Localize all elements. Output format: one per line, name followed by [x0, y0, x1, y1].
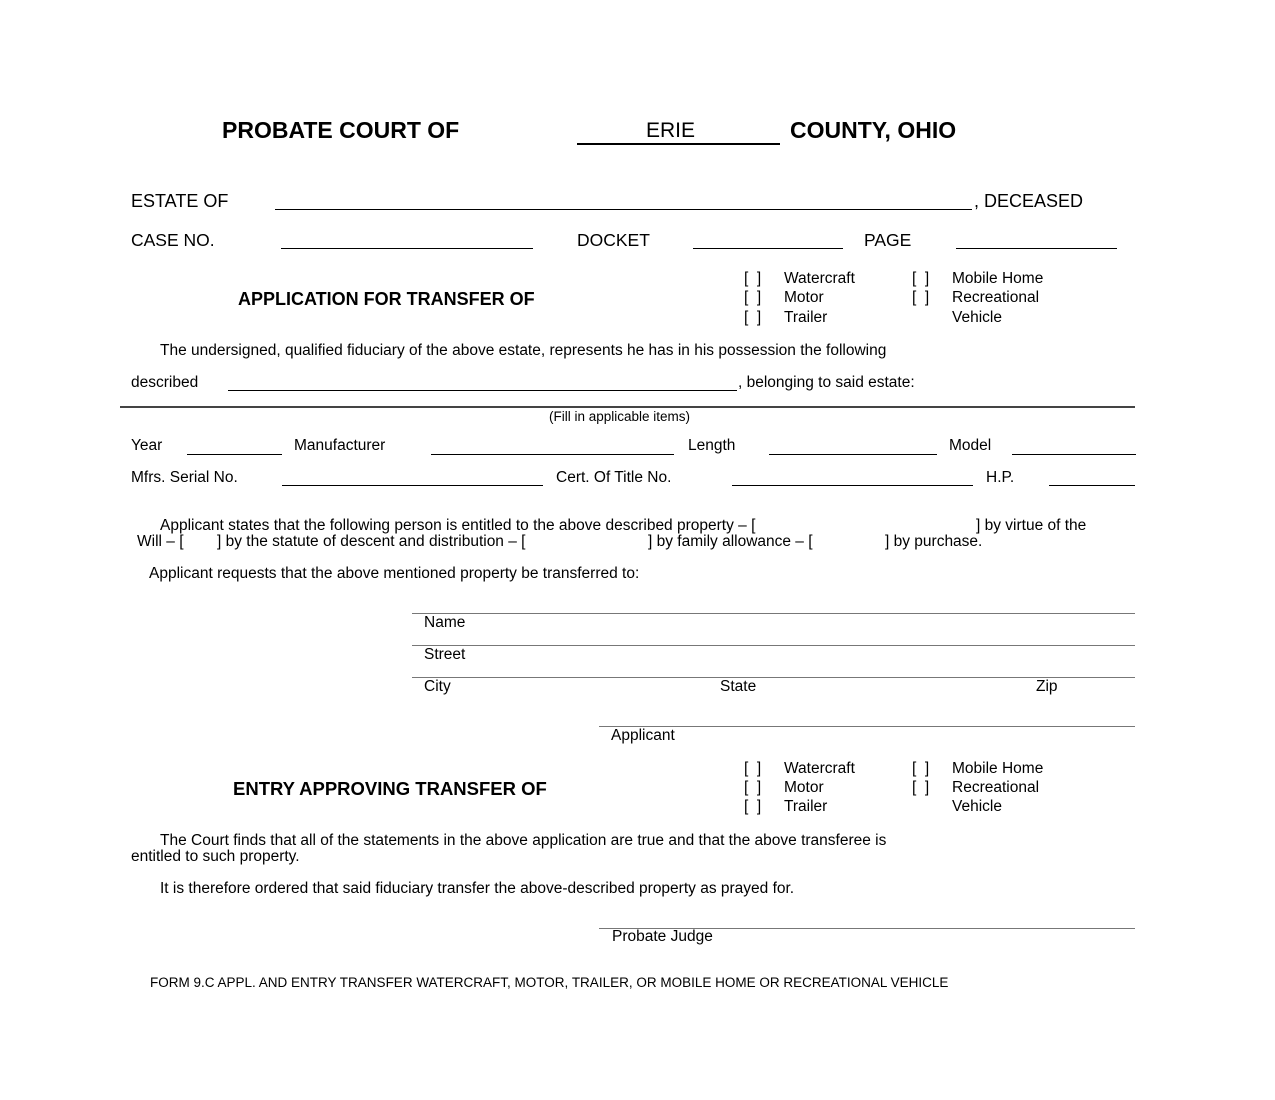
case-no-field[interactable]	[281, 248, 533, 249]
finding-line2: entitled to such property.	[131, 848, 300, 865]
docket-field[interactable]	[693, 248, 843, 249]
checkbox-bracket: [ ]	[744, 270, 762, 287]
described-label: described	[131, 374, 199, 391]
section-divider	[120, 406, 1135, 408]
entitlement-line2-b: ] by the statute of descent and distribution – [	[217, 533, 526, 550]
court-title-suffix: COUNTY, OHIO	[790, 117, 957, 143]
entry-title: ENTRY APPROVING TRANSFER OF	[233, 778, 547, 799]
checkbox-label-line2: Vehicle	[952, 798, 1002, 815]
checkbox-bracket: [ ]	[744, 779, 762, 796]
title-no-label: Cert. Of Title No.	[556, 469, 672, 486]
city-state-zip-field[interactable]	[412, 677, 1135, 678]
name-field[interactable]	[412, 613, 1135, 614]
zip-label: Zip	[1036, 678, 1058, 695]
model-label: Model	[949, 437, 992, 454]
finding-line1: The Court finds that all of the statements in the above application are true and that the above transferee is	[160, 832, 887, 849]
checkbox-bracket: [ ]	[912, 270, 930, 287]
docket-label: DOCKET	[577, 230, 650, 250]
application-title: APPLICATION FOR TRANSFER OF	[238, 289, 535, 309]
statement-line1: The undersigned, qualified fiduciary of the above estate, represents he has in his possession the following	[160, 342, 887, 359]
name-label: Name	[424, 614, 466, 631]
state-label: State	[720, 678, 757, 695]
model-field[interactable]	[1012, 454, 1136, 455]
street-field[interactable]	[412, 645, 1135, 646]
entitlement-line2-d: ] by purchase.	[885, 533, 983, 550]
deceased-label: , DECEASED	[974, 191, 1084, 211]
checkbox-bracket: [ ]	[744, 760, 762, 777]
checkbox-bracket: [ ]	[744, 798, 762, 815]
length-field[interactable]	[769, 454, 937, 455]
title-no-field[interactable]	[732, 485, 973, 486]
court-title-prefix: PROBATE COURT OF	[222, 117, 460, 143]
estate-label: ESTATE OF	[131, 191, 229, 211]
checkbox-label: Recreational	[952, 779, 1040, 796]
described-field[interactable]	[228, 390, 737, 391]
page-label: PAGE	[864, 230, 912, 250]
length-label: Length	[688, 437, 736, 454]
checkbox-bracket: [ ]	[912, 779, 930, 796]
checkbox-label-line2: Vehicle	[952, 309, 1002, 326]
year-label: Year	[131, 437, 163, 454]
entitlement-line2-c: ] by family allowance – [	[648, 533, 813, 550]
checkbox-label: Motor	[784, 289, 824, 306]
case-no-label: CASE NO.	[131, 230, 215, 250]
checkbox-label: Trailer	[784, 798, 828, 815]
hp-field[interactable]	[1049, 485, 1135, 486]
fill-note: (Fill in applicable items)	[549, 409, 691, 424]
judge-label: Probate Judge	[612, 928, 713, 945]
transfer-request-text: Applicant requests that the above mentioned property be transferred to:	[149, 565, 640, 582]
entitlement-line1-a: Applicant states that the following person is entitled to the above described property – [	[160, 517, 756, 534]
entitlement-line1-b: ] by virtue of the	[976, 517, 1087, 534]
checkbox-bracket: [ ]	[912, 289, 930, 306]
checkbox-label: Mobile Home	[952, 760, 1044, 777]
manufacturer-field[interactable]	[431, 454, 674, 455]
checkbox-label: Motor	[784, 779, 824, 796]
checkbox-label: Mobile Home	[952, 270, 1044, 287]
checkbox-bracket: [ ]	[744, 289, 762, 306]
serial-label: Mfrs. Serial No.	[131, 469, 238, 486]
checkbox-label: Watercraft	[784, 270, 855, 287]
hp-label: H.P.	[986, 469, 1015, 486]
city-label: City	[424, 678, 451, 695]
applicant-label: Applicant	[611, 727, 675, 744]
county-value: ERIE	[646, 119, 696, 142]
estate-field[interactable]	[275, 209, 972, 210]
entitlement-line2-a: Will – [	[137, 533, 184, 550]
checkbox-label: Trailer	[784, 309, 828, 326]
checkbox-label: Recreational	[952, 289, 1040, 306]
checkbox-label: Watercraft	[784, 760, 855, 777]
checkbox-bracket: [ ]	[912, 760, 930, 777]
form-footer: FORM 9.C APPL. AND ENTRY TRANSFER WATERCRAFT, MOTOR, TRAILER, OR MOBILE HOME OR RECREATIONAL VEHICLE	[150, 975, 949, 990]
county-field[interactable]	[577, 143, 780, 145]
year-field[interactable]	[187, 454, 282, 455]
manufacturer-label: Manufacturer	[294, 437, 386, 454]
page-field[interactable]	[956, 248, 1117, 249]
street-label: Street	[424, 646, 466, 663]
checkbox-bracket: [ ]	[744, 309, 762, 326]
described-suffix: , belonging to said estate:	[738, 374, 915, 391]
applicant-signature-line[interactable]	[599, 726, 1135, 727]
order-text: It is therefore ordered that said fiduciary transfer the above-described property as prayed for.	[160, 880, 795, 897]
serial-field[interactable]	[282, 485, 543, 486]
